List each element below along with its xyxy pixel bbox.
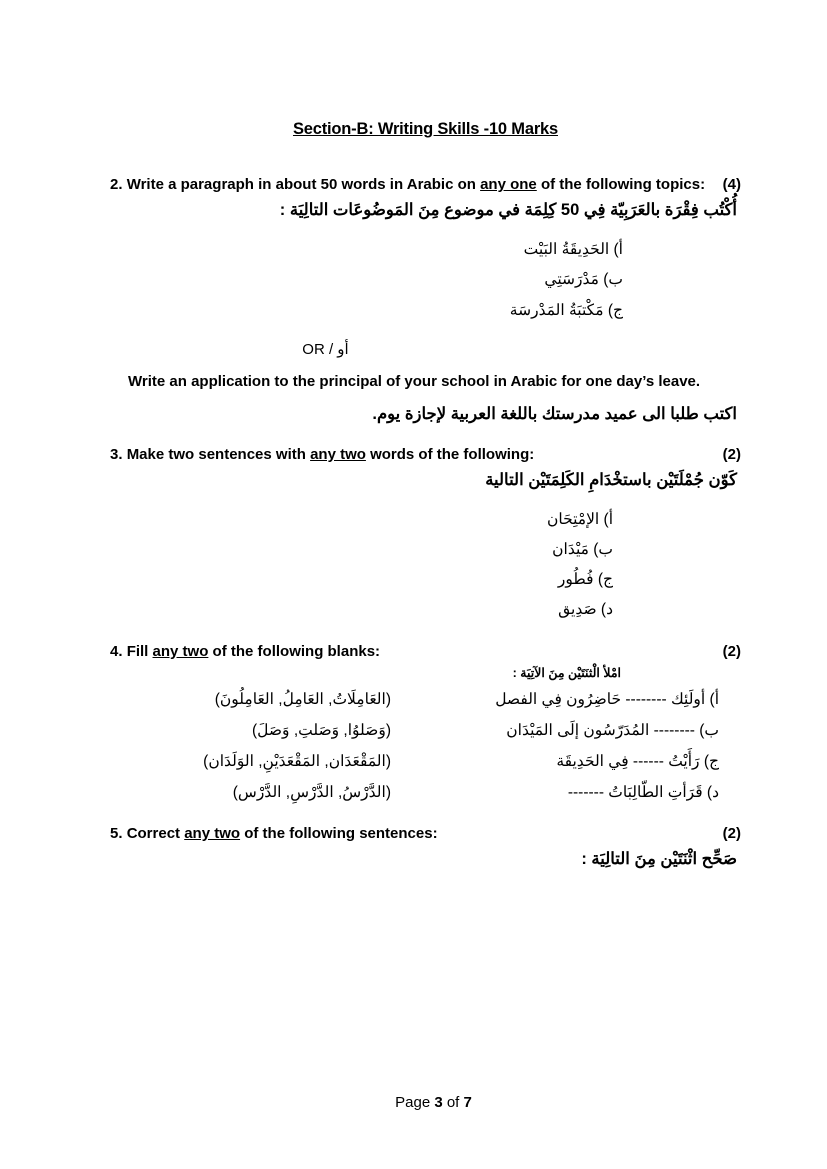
question-4-number: 4.	[110, 642, 123, 660]
or-separator: OR / أو	[302, 340, 349, 358]
question-4-blank-a-choices: (العَامِلَاتُ, العَامِلُ, العَامِلُونَ)	[214, 690, 391, 708]
question-3-emphasis: any two	[310, 445, 366, 463]
question-4-emphasis: any two	[152, 642, 209, 660]
question-3-text-a: Make two sentences with	[126, 445, 311, 463]
question-4-blank-a	[110, 684, 741, 715]
question-3-text-b: words of the following:	[365, 445, 535, 463]
question-2-emphasis: any one	[480, 176, 537, 193]
question-3-option-b: ب) مَيْدَان	[552, 541, 613, 558]
question-2-text-a: Write a paragraph in about 50 words in Arabic on	[126, 176, 481, 193]
question-4-blank-b	[110, 715, 741, 746]
question-2-marks: (4)	[722, 176, 741, 193]
question-3-option-d: د) صَدِيق	[558, 601, 613, 619]
question-4-blank-c-choices: (المَقْعَدَان, المَقْعَدَيْنِ, الوَلَدَان)	[203, 752, 391, 770]
question-2-arabic-prompt: أُكْتُب فِقْرَة بالعَرَبِيّة فِي 50 كِلِمَة في موضوع مِنَ المَوضُوعَات التالِيَة :	[279, 201, 737, 220]
question-2-text-b: of the following topics:	[536, 176, 706, 193]
question-5-text-b: of the following sentences:	[240, 824, 438, 842]
question-5-emphasis: any two	[184, 824, 241, 842]
question-4-blank-b-sentence: ب) -------- المُدَرّسُون إلَى المَيْدَان	[506, 721, 719, 739]
question-4-blank-d-choices: (الدَّرْسُ, الدَّرْسِ, الدَّرْس)	[232, 783, 391, 801]
question-4-arabic-prompt: امْلأ الْثنَتَيْن مِنَ الآتِيَة :	[512, 665, 621, 680]
question-3-english	[110, 443, 741, 466]
question-2-number: 2.	[110, 176, 123, 193]
page-footer	[0, 1094, 827, 1111]
question-5-marks: (2)	[722, 824, 741, 842]
question-4-blank-b-choices: (وَصَلوُا, وَصَلتِ, وَصَلَ)	[251, 721, 391, 739]
question-4-english	[110, 640, 741, 663]
question-2-option-b: ب) مَدْرَسَتِي	[544, 271, 623, 289]
question-2-alternative-english: Write an application to the principal of your school in Arabic for one day’s leave.	[128, 372, 701, 390]
question-4-text-a: Fill	[126, 642, 153, 660]
question-4-blank-d	[110, 777, 741, 808]
question-2	[110, 173, 741, 429]
question-3-marks: (2)	[722, 445, 741, 463]
question-2-option-a: أ) الحَدِيقَةُ البَيْت	[523, 241, 623, 259]
question-5	[110, 822, 741, 874]
question-2-option-c: ج) مَكْتبَةُ المَدْرسَة	[509, 301, 623, 319]
question-5-english	[110, 822, 741, 845]
question-4-blank-c	[110, 746, 741, 777]
question-4-blank-a-sentence: أ) أولَئِك -------- حَاضِرُون فِي الفصل	[495, 690, 719, 708]
question-5-arabic-prompt: صَحِّح اثْنَتَيْن مِنَ التالِيَة :	[581, 850, 737, 869]
footer-middle: of	[442, 1094, 464, 1111]
question-3-option-c: ج) فُطُور	[557, 571, 613, 589]
question-4	[110, 640, 741, 808]
footer-total-pages: 7	[463, 1094, 472, 1111]
question-3-option-a: أ) الإمْتِحَان	[546, 510, 613, 528]
section-heading: Section-B: Writing Skills -10 Marks	[292, 120, 558, 138]
question-2-alternative-arabic: اكتب طلبا الى عميد مدرستك باللغة العربية لإجازة يوم.	[372, 404, 737, 423]
question-4-marks: (2)	[722, 642, 741, 660]
footer-prefix: Page	[395, 1094, 435, 1111]
question-3	[110, 443, 741, 626]
question-3-number: 3.	[110, 445, 123, 463]
question-4-blank-d-sentence: د) قَرَأتِ الطّالِبَاتُ -------	[567, 783, 719, 801]
question-5-text-a: Correct	[126, 824, 185, 842]
question-2-english	[110, 173, 741, 196]
question-5-number: 5.	[110, 824, 123, 842]
question-4-blank-c-sentence: ج) رَأَيْتُ ------ فِي الحَدِيقَة	[556, 752, 719, 770]
question-3-arabic-prompt: كَوّن جُمْلَتَيْن باستخْدَامِ الكَلِمَتَيْن التالية	[485, 470, 737, 489]
question-4-text-b: of the following blanks:	[208, 642, 381, 660]
footer-current-page: 3	[434, 1094, 443, 1111]
